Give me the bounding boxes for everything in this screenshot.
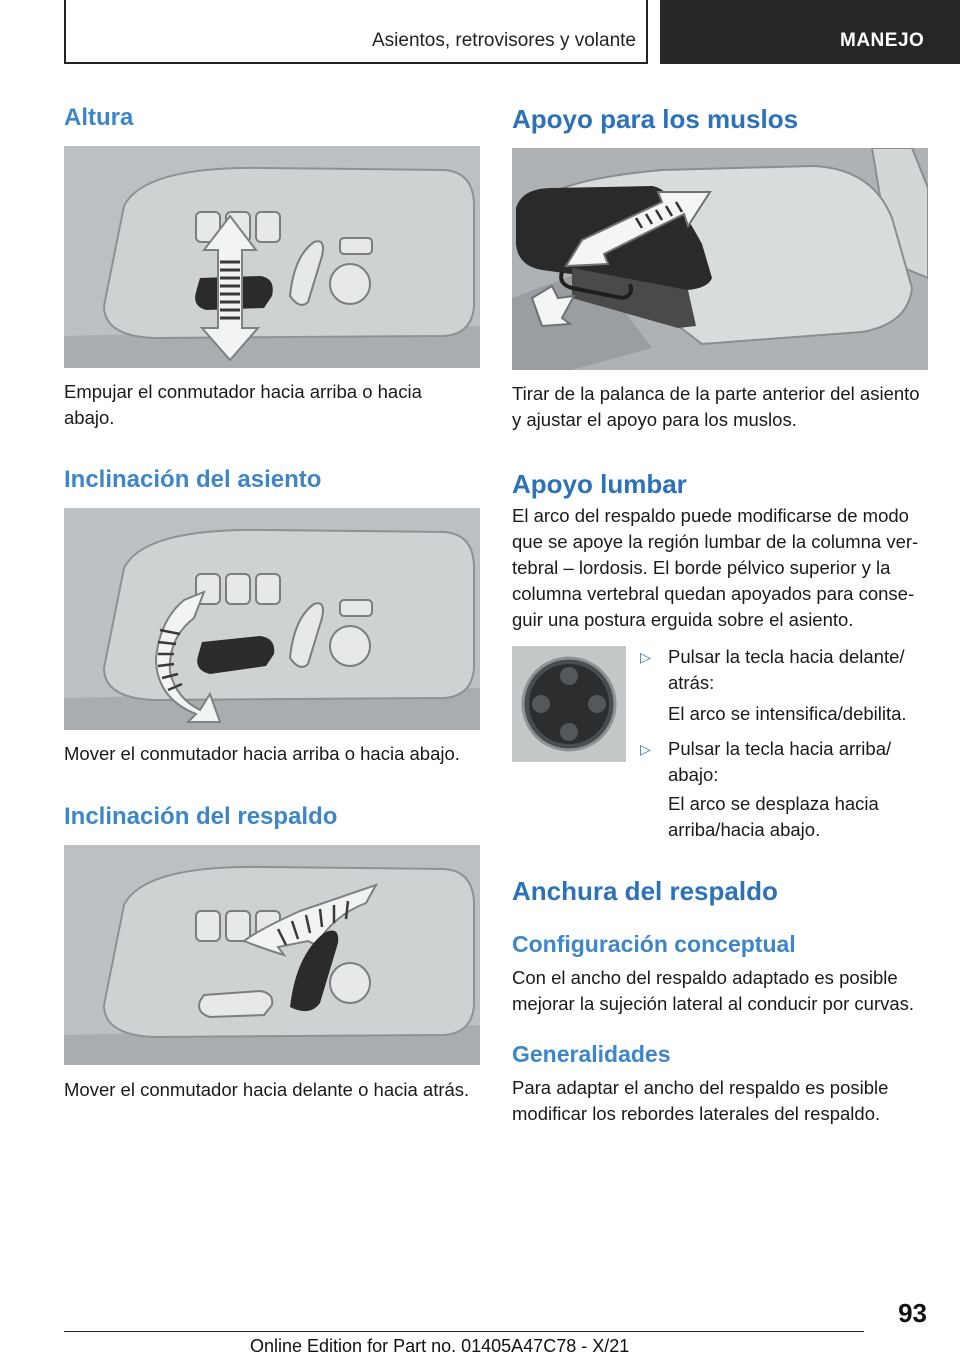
caption-apoyo-muslos-line1: Tirar de la palanca de la parte anterior del asiento [512,383,920,404]
lumbar-item1-action-line1: Pulsar la tecla hacia delante/ [668,646,905,667]
generalidades-body-line1: Para adaptar el ancho del respaldo es posible [512,1077,889,1098]
bullet-marker-2: ▷ [640,741,651,757]
image-seat-tilt-switch [64,508,480,730]
bullet-marker-1: ▷ [640,649,651,665]
heading-apoyo-lumbar: Apoyo lumbar [512,469,687,499]
image-lumbar-button [512,646,626,762]
caption-altura-line1: Empujar el conmutador hacia arriba o hacia [64,381,422,402]
lumbar-body-line1: El arco del respaldo puede modificarse de modo [512,505,909,526]
lumbar-body-line5: guir una postura erguida sobre el asiento. [512,609,854,630]
heading-anchura-respaldo: Anchura del respaldo [512,876,778,906]
lumbar-body-line4: columna vertebral quedan apoyados para conse- [512,583,915,604]
conceptual-body-line1: Con el ancho del respaldo adaptado es posible [512,967,898,988]
heading-inclinacion-asiento: Inclinación del asiento [64,466,322,493]
lumbar-item2-result-line2: arriba/hacia abajo. [668,819,821,840]
heading-altura: Altura [64,104,134,131]
caption-apoyo-muslos-line2: y ajustar el apoyo para los muslos. [512,409,797,430]
heading-configuracion-conceptual: Configuración conceptual [512,931,796,957]
heading-apoyo-muslos: Apoyo para los muslos [512,104,799,134]
image-thigh-support [512,148,928,370]
header-chapter-title: MANEJO [840,30,925,51]
heading-inclinacion-respaldo: Inclinación del respaldo [64,803,338,830]
lumbar-item2-action-line1: Pulsar la tecla hacia arriba/ [668,738,892,759]
lumbar-body-line2: que se apoye la región lumbar de la columna ver- [512,531,919,552]
header-section-title: Asientos, retrovisores y volante [371,30,636,51]
lumbar-item2-action-line2: abajo: [668,764,719,785]
footer-divider [64,1331,864,1332]
heading-generalidades: Generalidades [512,1041,671,1067]
image-backrest-tilt-switch [64,845,480,1065]
conceptual-body-line2: mejorar la sujeción lateral al conducir por curvas. [512,993,915,1014]
caption-inclinacion-asiento: Mover el conmutador hacia arriba o hacia abajo. [64,743,460,764]
lumbar-item1-action-line2: atrás: [668,672,715,693]
footer-edition: Online Edition for Part no. 01405A47C78 - X/21 [250,1336,630,1356]
lumbar-item2-result-line1: El arco se desplaza hacia [668,793,879,814]
lumbar-item1-result: El arco se intensifica/debilita. [668,703,907,724]
lumbar-body-line3: tebral – lordosis. El borde pélvico superior y la [512,557,891,578]
generalidades-body-line2: modificar los rebordes laterales del respaldo. [512,1103,881,1124]
image-seat-height-switch [64,146,480,368]
caption-inclinacion-respaldo: Mover el conmutador hacia delante o hacia atrás. [64,1079,470,1100]
caption-altura-line2: abajo. [64,407,115,428]
page-number: 93 [898,1298,927,1328]
